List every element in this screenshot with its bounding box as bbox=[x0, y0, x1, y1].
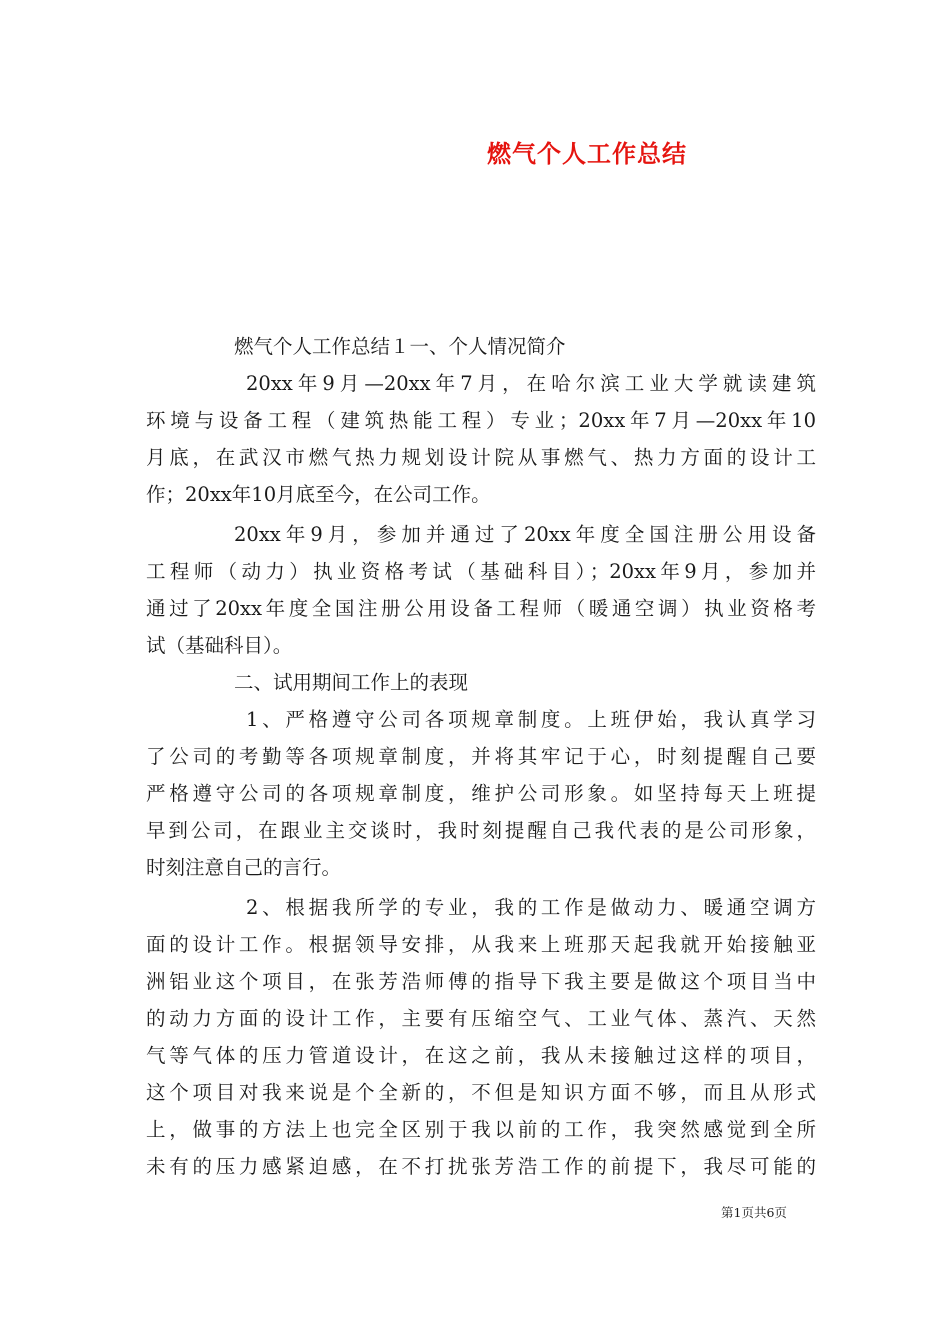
paragraph-line: 1、严格遵守公司各项规章制度。上班伊始，我认真学习 bbox=[246, 708, 816, 731]
paragraph-line: 试（基础科目）。 bbox=[146, 634, 293, 657]
document-body bbox=[146, 328, 816, 1185]
paragraph-line: 面的设计工作。根据领导安排，从我来上班那天起我就开始接触亚 bbox=[146, 933, 816, 956]
paragraph-line: 环境与设备工程（建筑热能工程）专业；20xx年7月—20xx年10 bbox=[146, 409, 816, 432]
section-heading: 二、试用期间工作上的表现 bbox=[234, 671, 469, 694]
paragraph-line: 作；20xx年10月底至今，在公司工作。 bbox=[146, 483, 491, 506]
paragraph-line: 的动力方面的设计工作，主要有压缩空气、工业气体、蒸汽、天然 bbox=[146, 1007, 816, 1030]
paragraph-line: 20xx年9月—20xx年7月，在哈尔滨工业大学就读建筑 bbox=[246, 372, 816, 395]
paragraph-line: 通过了20xx年度全国注册公用设备工程师（暖通空调）执业资格考 bbox=[146, 597, 816, 620]
document-title: 燃气个人工作总结 bbox=[487, 139, 687, 168]
paragraph-line: 了公司的考勤等各项规章制度，并将其牢记于心，时刻提醒自己要 bbox=[146, 745, 816, 768]
paragraph-line: 燃气个人工作总结１一、个人情况简介 bbox=[234, 335, 566, 358]
paragraph-line: 早到公司，在跟业主交谈时，我时刻提醒自己我代表的是公司形象， bbox=[146, 819, 816, 842]
paragraph-line: 洲铝业这个项目，在张芳浩师傅的指导下我主要是做这个项目当中 bbox=[146, 970, 816, 993]
paragraph-line: 严格遵守公司的各项规章制度，维护公司形象。如坚持每天上班提 bbox=[146, 782, 816, 805]
paragraph-line: 这个项目对我来说是个全新的，不但是知识方面不够，而且从形式 bbox=[146, 1081, 816, 1104]
paragraph-line: 时刻注意自己的言行。 bbox=[146, 856, 342, 879]
paragraph-line: 工程师（动力）执业资格考试（基础科目）；20xx年9月，参加并 bbox=[146, 560, 816, 583]
paragraph-line: 未有的压力感紧迫感，在不打扰张芳浩工作的前提下，我尽可能的 bbox=[146, 1155, 816, 1178]
paragraph-line: 气等气体的压力管道设计，在这之前，我从未接触过这样的项目， bbox=[146, 1044, 816, 1067]
page-number: 第1页共6页 bbox=[721, 1205, 787, 1220]
paragraph-line: 月底，在武汉市燃气热力规划设计院从事燃气、热力方面的设计工 bbox=[146, 446, 816, 469]
paragraph-line: 上，做事的方法上也完全区别于我以前的工作，我突然感觉到全所 bbox=[146, 1118, 816, 1141]
paragraph-line: 20xx年9月，参加并通过了20xx年度全国注册公用设备 bbox=[234, 523, 816, 546]
paragraph-line: 2、根据我所学的专业，我的工作是做动力、暖通空调方 bbox=[246, 896, 816, 919]
